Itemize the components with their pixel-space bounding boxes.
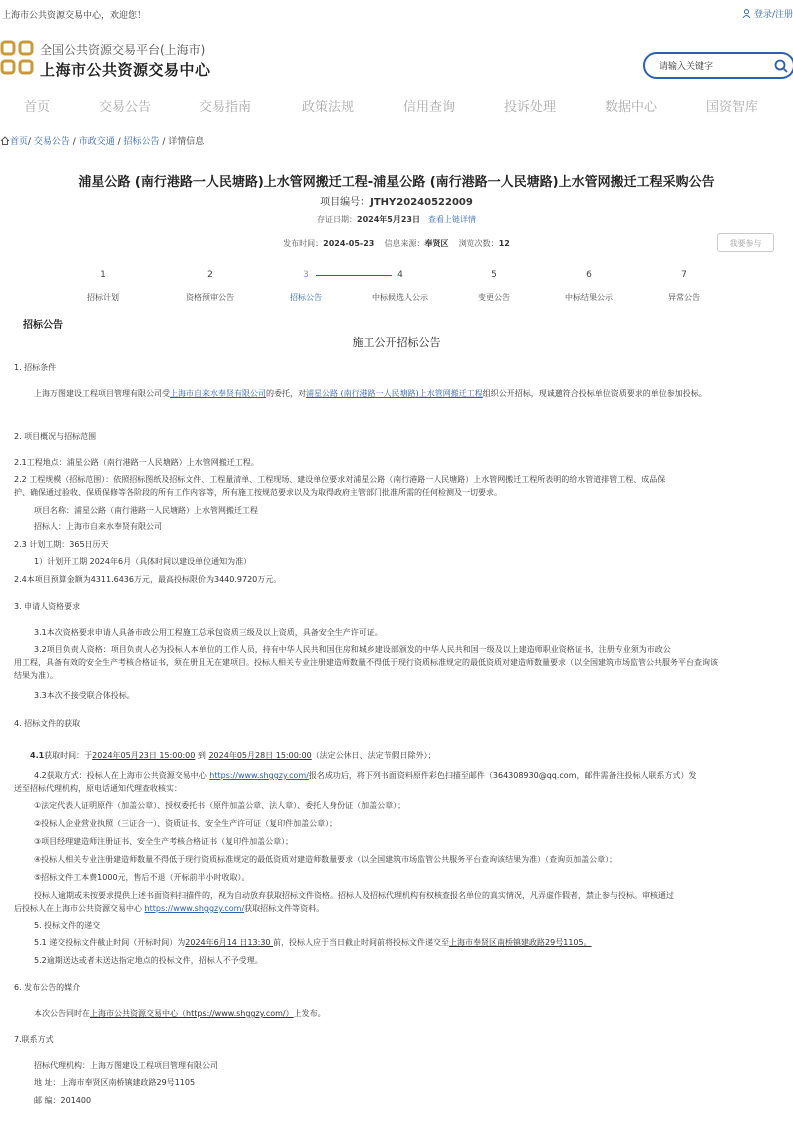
brand-subtitle: 全国公共资源交易平台(上海市) [40,43,206,57]
l51-address: 上海市奉贤区南桥镇建政路29号1105。 [449,938,592,947]
section-heading: 招标公告 [23,320,63,331]
p1-tenderer: 上海市自来水奉贤有限公司 [170,389,266,398]
view-chain-details-link[interactable]: 查看上链详情 [427,215,476,224]
heading-6: 6. 发布公告的媒介 [14,983,81,992]
step-1-number: 1 [100,270,106,280]
l61-text: 本次公告同时在 [34,1009,90,1018]
l43-text: 后投标人在上海市公共资源交易中心 [14,904,145,913]
breadcrumb-current: 详情信息 [168,137,205,147]
breadcrumb-trade-notices[interactable]: 交易公告 [33,137,70,147]
l51-mid: 前，投标人应于当日截止时间前将投标文件递交至 [273,938,450,947]
tenderer: 招标人：上海市自来水奉贤有限公司 [34,522,162,531]
step-5-change-notice[interactable]: 变更公告 [478,293,510,302]
evidence-date [0,214,793,225]
nav-trade-guide[interactable]: 交易指南 [199,100,252,115]
l41-label: 获取时间：于 [44,751,93,760]
heading-2: 2. 项目概况与招标范围 [14,432,97,441]
breadcrumb-tender-notice[interactable]: 招标公告 [123,137,160,147]
search-box [643,52,793,79]
l61-site[interactable]: 上海市公共资源交易中心 [90,1009,178,1018]
l41-start: 2024年05月23日 15:00:00 [92,751,196,760]
l61-rest: 上发布。 [293,1009,326,1018]
logo-icon [0,40,34,76]
line-2-4: 2.4本项目预算金额为4311.6436万元，最高投标限价为3440.9720万元。 [14,575,282,584]
line-3-2b: 用工程，具备有效的安全生产考核合格证书，须在册且无在建项目。投标人相关专业注册建造师数量不得低于现行资质标准规定的最低资质对建造师数量要求（以全国建筑市场监管公共服务平台查询该 [14,658,718,667]
l42-text: 4.2获取方式：投标人在上海市公共资源交易中心 [34,771,210,780]
nav-think-tank[interactable]: 国资智库 [706,100,759,115]
contact-agent: 招标代理机构：上海万图建设工程项目管理有限公司 [34,1061,218,1070]
line-4-3a: 投标人逾期或未按要求提供上述书面资料扫描件的，视为自动放弃获取招标文件资格。招标人及招标代理机构有权核查报名单位的真实情况，凡弄虚作假者，禁止参与投标。审核通过 [34,891,674,900]
l43-link[interactable]: https://www.shggzy.com/ [144,904,245,913]
nav-data-center[interactable]: 数据中心 [605,100,658,115]
publish-time: 2024-05-23 [323,239,375,248]
heading-3: 3. 申请人资格要求 [14,602,81,611]
login-label[interactable]: 登录/注册 [753,10,793,20]
source-value: 奉贤区 [424,239,449,248]
site-logo[interactable] [0,40,34,76]
project-name: 项目名称：浦星公路（南行港路一人民塘路）上水管网搬迁工程 [34,506,258,515]
l41-num: 4.1 [30,751,45,760]
breadcrumb: 首页/ 交易公告 / 市政交通 / 招标公告 / 详情信息 [0,134,204,147]
line-4-2a [34,770,696,782]
evidence-date-label: 存证日期： [317,215,358,224]
line-2-2a: 2.2 工程规模（招标范围）：依照招标图纸及招标文件、工程量清单、工程现场、建设单位要求对浦星公路（南行港路一人民塘路）上水管网搬迁工程所表明的给水管道排管工程、成品保 [14,475,666,484]
p1-text-c: 的委托，对 [266,389,306,398]
l41-to: 到 [195,751,209,760]
l51-text: 5.1 递交投标文件截止时间（开标时间）为 [34,938,186,947]
contact-address: 地 址：上海市奉贤区南桥镇建政路29号1105 [34,1078,196,1087]
line-5-2: 5.2逾期送达或者未送达指定地点的投标文件，招标人不予受理。 [34,956,263,965]
step-progress-line [316,275,392,276]
views-label: 浏览次数： [458,239,499,248]
clause-4: ④投标人相关专业注册建造师数量不得低于现行资质标准规定的最低资质对建造师数量要求（以全国建筑市场监管公共服务平台查询该结果为准）（查询页加盖公章）； [34,855,618,864]
line-2-2b: 护、确保通过验收、保质保修等各阶段的所有工作内容等，所有施工按规范要求以及为取得政府主管部门批准所需的任何检测及一切要求。 [14,488,502,497]
source-label: 信息来源： [384,239,425,248]
step-7-exception[interactable]: 异常公告 [668,293,700,302]
heading-7: 7.联系方式 [14,1035,54,1044]
line-5-1 [34,937,592,949]
document-title: 施工公开招标公告 [352,336,441,349]
l51-date: 2024年6月14 日 [185,938,248,947]
step-2-prequalification[interactable]: 资格预审公告 [186,293,234,302]
line-2-3: 2.3 计划工期：365日历天 [14,540,109,549]
login-link[interactable] [742,7,793,20]
clause-5: ⑤招标文件工本费1000元，售后不退（开标前半小时收取）。 [34,873,250,882]
welcome-text: 上海市公共资源交易中心，欢迎您！ [2,11,147,21]
breadcrumb-home[interactable]: 首页 [10,137,29,147]
l42-link[interactable]: https://www.shggzy.com/ [209,771,309,780]
step-3-number: 3 [303,270,309,280]
publish-label: 发布时间： [283,239,324,248]
step-2-number: 2 [207,270,213,280]
step-4-candidates[interactable]: 中标候选人公示 [372,293,428,302]
line-3-3: 3.3本次不接受联合体投标。 [34,691,135,700]
l42-rest: 报名成功后，将下列书面资料原件彩色扫描至邮件（364308930@qq.com，邮件需备注投标人联系方式）发 [308,771,697,780]
p1-text-e: 组织公开招标，现诚邀符合投标单位资质要求的单位参加投标。 [482,389,707,398]
line-3-2c: 结果为准）。 [14,671,58,680]
p1-text-a: 上海万图建设工程项目管理有限公司受 [34,389,170,398]
line-6-1 [34,1008,326,1020]
line-3-2a: 3.2项目负责人资格：项目负责人必为投标人本单位的工作人员，持有中华人民共和国住房和城乡建设部颁发的中华人民共和国一级及以上建造师职业资格证书，注册专业须为市政公 [34,645,671,654]
l51-time: 13:30 [247,938,274,947]
notice-meta [0,238,793,249]
step-6-result[interactable]: 中标结果公示 [565,293,613,302]
join-button[interactable]: 我要参与 [717,233,774,252]
search-icon[interactable] [773,58,789,74]
brand-title: 上海市公共资源交易中心 [40,61,211,79]
main-nav [0,96,793,118]
l41-note: （法定公休日、法定节假日除外）； [311,751,436,760]
step-5-number: 5 [491,270,497,280]
heading-5: 5. 投标文件的递交 [34,921,101,930]
heading-1: 1. 招标条件 [14,363,57,372]
clause-2: ②投标人企业营业执照（三证合一）、资质证书、安全生产许可证（复印件加盖公章）； [34,819,338,828]
line-4-3b [14,903,324,915]
breadcrumb-municipal-transport[interactable]: 市政交通 [78,137,115,147]
home-icon [0,136,10,145]
line-2-1: 2.1工程地点：浦星公路（南行港路一人民塘路）上水管网搬迁工程。 [14,458,259,467]
l43-rest: 获取招标文件等资料。 [244,904,325,913]
step-4-number: 4 [397,270,403,280]
user-icon [742,9,751,18]
nav-policy[interactable]: 政策法规 [302,100,355,115]
views-count: 12 [498,239,510,248]
line-4-2b: 送至招标代理机构，原电话通知代理查收核实： [14,784,182,793]
project-number-label: 项目编号： [320,197,371,208]
l41-end: 2024年05月28日 15:00:00 [208,751,312,760]
l61-url[interactable]: （https://www.shggzy.com/） [178,1009,294,1018]
project-number-value: JTHY20240522009 [370,197,473,208]
nav-home[interactable]: 首页 [24,100,51,115]
step-1-tender-plan[interactable]: 招标计划 [87,293,119,302]
contact-postcode: 邮 编：201400 [34,1096,92,1105]
clause-3: ③项目经理建造师注册证书、安全生产考核合格证书（复印件加盖公章）； [34,837,294,846]
step-3-tender-notice[interactable]: 招标公告 [290,293,322,302]
heading-4: 4. 招标文件的获取 [14,719,81,728]
top-bar [0,0,793,26]
step-6-number: 6 [586,270,592,280]
evidence-date-value: 2024年5月23日 [357,215,420,224]
nav-complaints[interactable]: 投诉处理 [504,100,557,115]
page-title: 浦星公路 (南行港路一人民塘路)上水管网搬迁工程-浦星公路 (南行港路一人民塘路)上水管网搬迁工程采购公告 [78,175,715,190]
paragraph-1 [14,388,784,400]
line-2-3a: 1）计划开工期 2024年6月（具体时间以建设单位通知为准） [34,557,252,566]
nav-trade-notices[interactable]: 交易公告 [99,100,152,115]
nav-credit[interactable]: 信用查询 [403,100,456,115]
clause-1: ①法定代表人证明原件（加盖公章）、授权委托书（原件加盖公章、法人章）、委托人身份证（加盖公章）； [34,801,406,810]
p1-project: 浦星公路 (南行港路一人民塘路)上水管网搬迁工程 [306,389,483,398]
search-input[interactable] [657,58,771,76]
project-number [0,193,793,208]
step-7-number: 7 [681,270,687,280]
line-3-1: 3.1本次资格要求申请人具备市政公用工程施工总承包资质三级及以上资质，具备安全生产许可证。 [34,628,383,637]
line-4-1 [30,750,436,762]
